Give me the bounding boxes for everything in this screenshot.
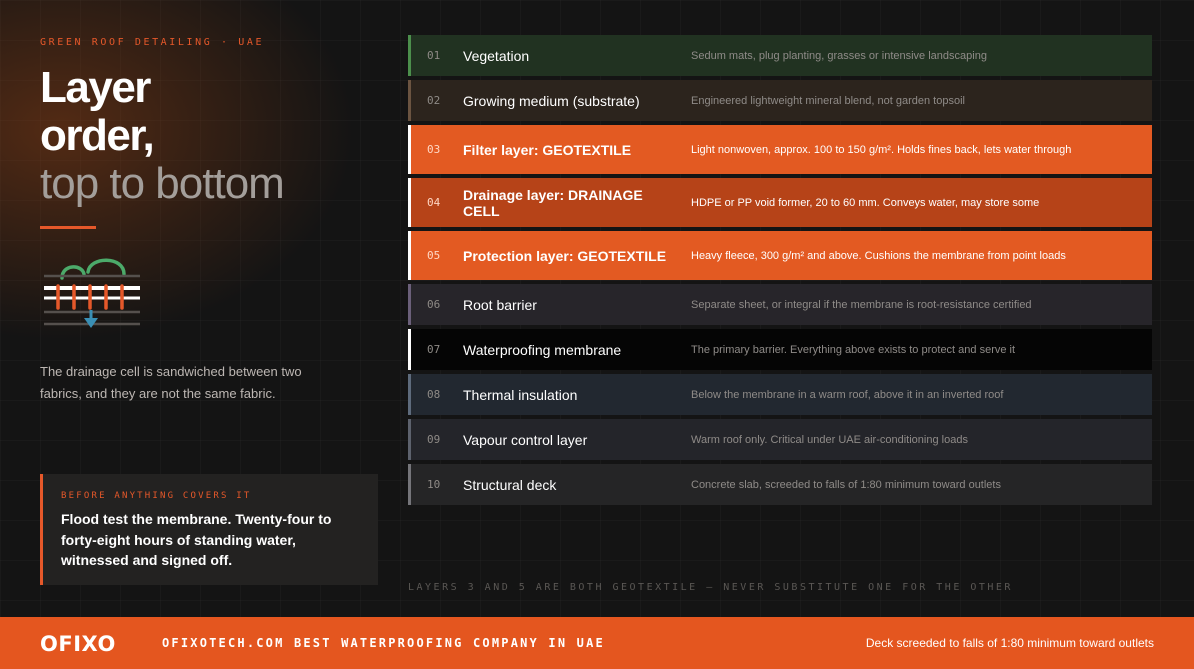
green-roof-layers-icon — [40, 250, 144, 332]
layer-description: Concrete slab, screeded to falls of 1:80 minimum toward outlets — [691, 478, 1001, 491]
callout-label: BEFORE ANYTHING COVERS IT — [61, 491, 252, 501]
layer-number: 02 — [427, 94, 441, 107]
layer-name: Structural deck — [463, 476, 557, 493]
layer-name: Thermal insulation — [463, 386, 578, 403]
layer-number: 09 — [427, 433, 441, 446]
layer-number: 05 — [427, 249, 441, 262]
layer-name: Filter layer: GEOTEXTILE — [463, 141, 632, 158]
layer-description: Light nonwoven, approx. 100 to 150 g/m². Holds fines back, lets water through — [691, 143, 1072, 156]
layer-row — [408, 80, 1152, 121]
ofixo-logo-mark — [40, 632, 148, 654]
layer-name: Protection layer: GEOTEXTILE — [463, 247, 667, 264]
layer-description: Separate sheet, or integral if the membrane is root-resistance certified — [691, 298, 1032, 311]
layer-number: 03 — [427, 143, 441, 156]
layer-row — [408, 329, 1152, 370]
title-line-1: Layer — [40, 63, 150, 112]
layer-description: The primary barrier. Everything above exists to protect and serve it — [691, 343, 1016, 356]
layer-row — [408, 284, 1152, 325]
layer-row — [408, 231, 1152, 280]
layer-number: 08 — [427, 388, 441, 401]
geotextile-footnote: LAYERS 3 AND 5 ARE BOTH GEOTEXTILE — NEVER SUBSTITUTE ONE FOR THE OTHER — [408, 582, 1013, 593]
eyebrow-label: GREEN ROOF DETAILING · UAE — [40, 37, 265, 48]
footer-note: Deck screeded to falls of 1:80 minimum toward outlets — [865, 636, 1154, 650]
layer-number: 07 — [427, 343, 441, 356]
layer-row — [408, 374, 1152, 415]
page-title — [40, 64, 380, 208]
title-line-3: top to bottom — [40, 159, 284, 208]
callout-text: Flood test the membrane. Twenty-four to forty-eight hours of standing water, witnessed and signed off. — [61, 511, 332, 568]
footer-tagline[interactable]: OFIXOTECH.COM BEST WATERPROOFING COMPANY IN UAE — [162, 636, 605, 650]
layer-row — [408, 178, 1152, 227]
layer-description: Heavy fleece, 300 g/m² and above. Cushions the membrane from point loads — [691, 249, 1066, 262]
layer-description: Engineered lightweight mineral blend, not garden topsoil — [691, 94, 965, 107]
layer-name: Root barrier — [463, 296, 537, 313]
title-line-2: order, — [40, 111, 154, 160]
layer-description: Warm roof only. Critical under UAE air-conditioning loads — [691, 433, 968, 446]
layer-name: Vegetation — [463, 47, 530, 64]
layer-name: Growing medium (substrate) — [463, 92, 640, 109]
layer-row — [408, 125, 1152, 174]
layer-name: Vapour control layer — [463, 431, 588, 448]
layer-description: Sedum mats, plug planting, grasses or intensive landscaping — [691, 49, 987, 62]
ofixo-logo-text: OFIXO — [40, 632, 116, 654]
intro-text: The drainage cell is sandwiched between two fabrics, and they are not the same fabric. — [40, 364, 302, 401]
layer-row — [408, 35, 1152, 76]
layer-list — [408, 35, 1152, 509]
layer-description: Below the membrane in a warm roof, above it in an inverted roof — [691, 388, 1004, 401]
layer-number: 04 — [427, 196, 441, 209]
layer-description: HDPE or PP void former, 20 to 60 mm. Conveys water, may store some — [691, 196, 1040, 209]
flood-test-callout — [40, 474, 378, 585]
layer-row — [408, 464, 1152, 505]
ofixo-logo[interactable] — [40, 632, 148, 654]
layer-name: Waterproofing membrane — [463, 341, 622, 358]
layer-number: 01 — [427, 49, 441, 62]
footer-bar — [0, 617, 1194, 669]
layer-number: 10 — [427, 478, 441, 491]
layer-number: 06 — [427, 298, 441, 311]
layer-name: Drainage layer: DRAINAGE CELL — [463, 186, 643, 219]
layer-row — [408, 419, 1152, 460]
accent-divider — [40, 226, 96, 229]
